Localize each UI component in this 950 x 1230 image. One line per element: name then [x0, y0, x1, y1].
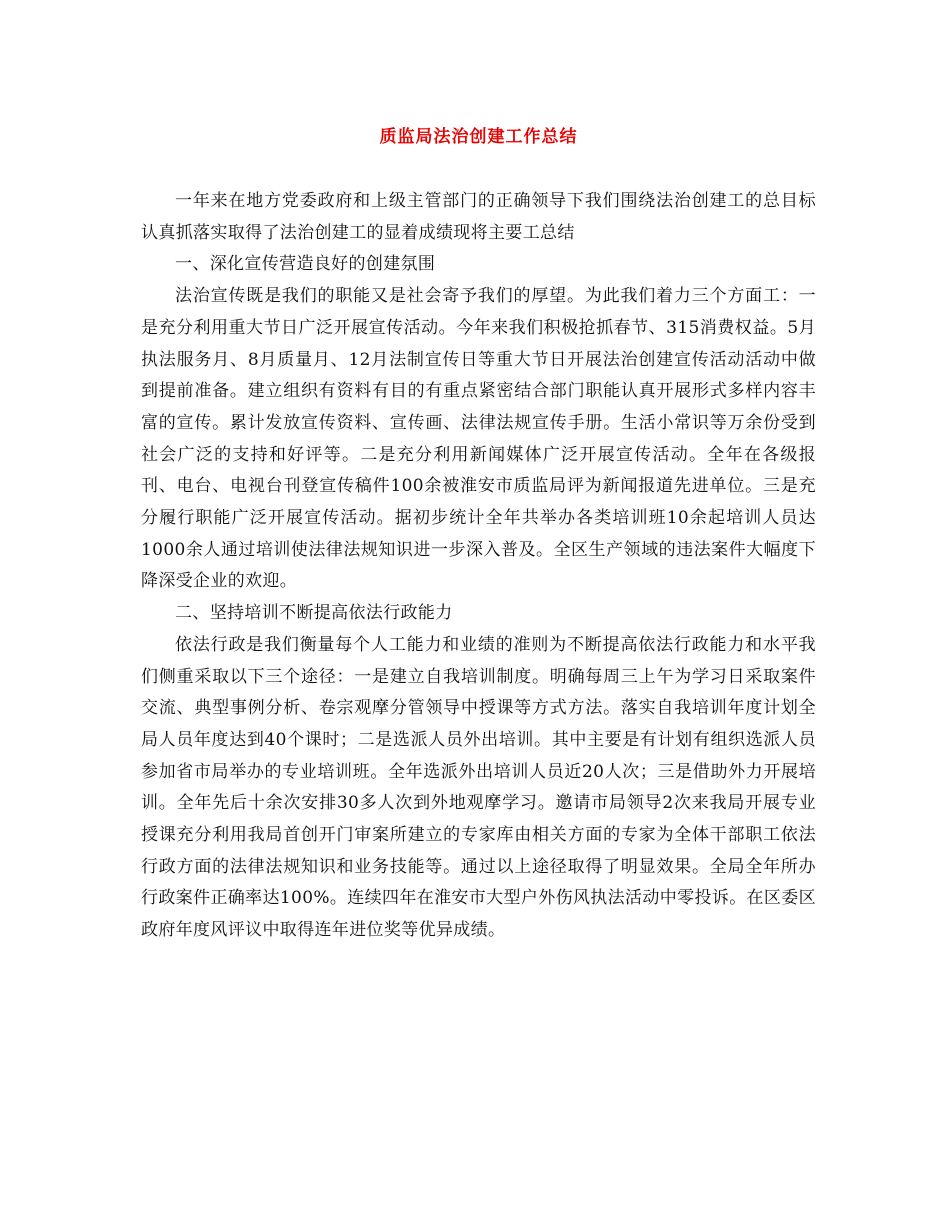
section-heading: 二、坚持培训不断提高依法行政能力	[175, 603, 453, 624]
document-title: 质监局法治创建工作总结	[379, 127, 578, 147]
document-body	[141, 186, 816, 947]
body-paragraph: 依法行政是我们衡量每个人工能力和业绩的准则为不断提高依法行政能力和水平我们侧重采取以下三个途径：一是建立自我培训制度。明确每周三上午为学习日采取案件交流、典型事例分析、卷宗观摩分管领导中授课等方式方法。落实自我培训年度计划全局人员年度达到40个课时；二是选派人员外出培训。其中主要是有计划有组织选派人员参加省市局举办的专业培训班。全年选派外出培训人员近20人次；三是借助外力开展培训。全年先后十余次安排30多人次到外地观摩学习。邀请市局领导2次来我局开展专业授课充分利用我局首创开门审案所建立的专家库由相关方面的专家为全体干部职工依法行政方面的法律法规知识和业务技能等。通过以上途径取得了明显效果。全局全年所办行政案件正确率达100%。连续四年在淮安市大型户外伤风执法活动中零投诉。在区委区政府年度风评议中取得连年进位奖等优异成绩。	[141, 634, 816, 941]
body-paragraph: 法治宣传既是我们的职能又是社会寄予我们的厚望。为此我们着力三个方面工：一是充分利用重大节日广泛开展宣传活动。今年来我们积极抢抓春节、315消费权益。5月执法服务月、8月质量月、12月法制宣传日等重大节日开展法治创建宣传活动活动中做到提前准备。建立组织有资料有目的有重点紧密结合部门职能认真开展形式多样内容丰富的宣传。累计发放宣传资料、宣传画、法律法规宣传手册。生活小常识等万余份受到社会广泛的支持和好评等。二是充分利用新闻媒体广泛开展宣传活动。全年在各级报刊、电台、电视台刊登宣传稿件100余被淮安市质监局评为新闻报道先进单位。三是充分履行职能广泛开展宣传活动。据初步统计全年共举办各类培训班10余起培训人员达1000余人通过培训使法律法规知识进一步深入普及。全区生产领域的违法案件大幅度下降深受企业的欢迎。	[141, 286, 816, 592]
section-heading: 一、深化宣传营造良好的创建氛围	[175, 254, 436, 275]
intro-paragraph: 一年来在地方党委政府和上级主管部门的正确领导下我们围绕法治创建工的总目标认真抓落实取得了法治创建工的显着成绩现将主要工总结	[141, 191, 816, 243]
